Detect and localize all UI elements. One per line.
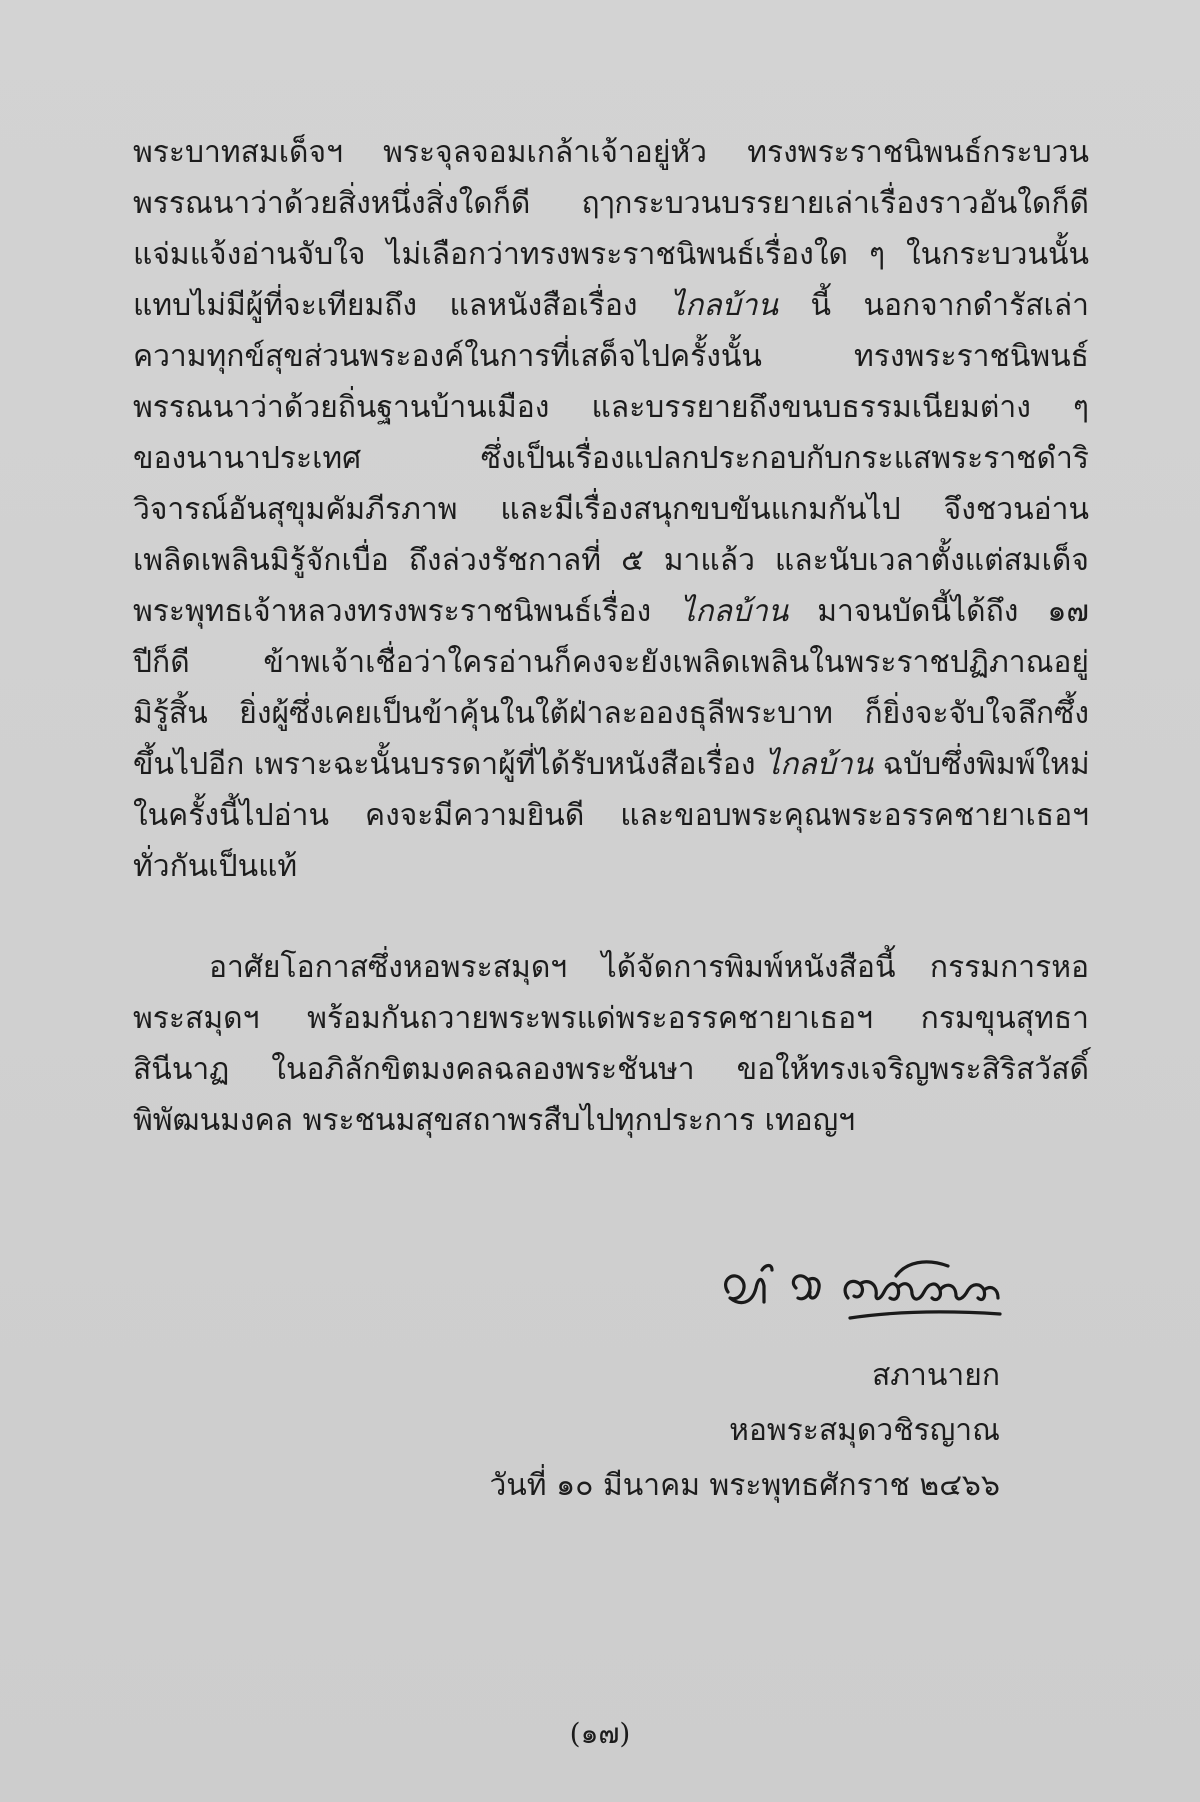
book-title: ไกลบ้าน [680,594,789,629]
book-title: ไกลบ้าน [670,288,779,323]
text-line: มิรู้สิ้น ยิ่งผู้ซึ่งเคยเป็นข้าคุ้นในใต้ฝ่าละอองธุลีพระบาท ก็ยิ่งจะจับใจลึกซึ้ง [133,696,1089,731]
paragraph-2 [133,942,1089,1146]
text-line: อาศัยโอกาสซึ่งหอพระสมุดฯ ได้จัดการพิมพ์หนังสือนี้ กรรมการหอ [209,950,1089,985]
text-line: พิพัฒนมงคล พระชนมสุขสถาพรสืบไปทุกประการ เทอญฯ [133,1103,856,1138]
text-line: เพลิดเพลินมิรู้จักเบื่อ ถึงล่วงรัชกาลที่ ๕ มาแล้ว และนับเวลาตั้งแต่สมเด็จ [133,543,1089,578]
signer-position: สภานายก [871,1358,1000,1393]
signoff-block [489,1348,1000,1513]
text-line: ความทุกข์สุขส่วนพระองค์ในการที่เสด็จไปครั้งนั้น ทรงพระราชนิพนธ์ [133,339,1089,374]
text-line: ปีก็ดี ข้าพเจ้าเชื่อว่าใครอ่านก็คงจะยังเพลิดเพลินในพระราชปฏิภาณอยู่ [133,645,1089,680]
page-number: (๑๗) [569,1717,631,1750]
text-line: ของนานาประเทศ ซึ่งเป็นเรื่องแปลกประกอบกับกระแสพระราชดำริ [133,441,1089,476]
text-line: พรรณนาว่าด้วยสิ่งหนึ่งสิ่งใดก็ดี ฤๅกระบวนบรรยายเล่าเรื่องราวอันใดก็ดี [133,186,1089,221]
signer-organization: หอพระสมุดวชิรญาณ [729,1413,1000,1448]
text-line: แทบไม่มีผู้ที่จะเทียมถึง แลหนังสือเรื่อง ไกลบ้าน นี้ นอกจากดำรัสเล่า [133,288,1090,323]
text-line: ทั่วกันเป็นแท้ [133,849,298,884]
text-line: พระพุทธเจ้าหลวงทรงพระราชนิพนธ์เรื่อง ไกลบ้าน มาจนบัดนี้ได้ถึง ๑๗ [133,594,1089,629]
text-line: สินีนาฏ ในอภิลักขิตมงคลฉลองพระชันษา ขอให้ทรงเจริญพระสิริสวัสดิ์ [133,1052,1089,1087]
handwritten-signature [700,1240,1040,1340]
text-line: ขึ้นไปอีก เพราะฉะนั้นบรรดาผู้ที่ได้รับหนังสือเรื่อง ไกลบ้าน ฉบับซึ่งพิมพ์ใหม่ [133,747,1090,782]
text-line: พระบาทสมเด็จฯ พระจุลจอมเกล้าเจ้าอยู่หัว ทรงพระราชนิพนธ์กระบวน [133,135,1089,170]
book-title: ไกลบ้าน [765,747,874,782]
text-line: วิจารณ์อันสุขุมคัมภีรภาพ และมีเรื่องสนุกขบขันแกมกันไป จึงชวนอ่าน [133,492,1089,527]
signoff-date: วันที่ ๑๐ มีนาคม พระพุทธศักราช ๒๔๖๖ [489,1468,1000,1503]
paragraph-1 [133,127,1089,892]
text-line: ในครั้งนี้ไปอ่าน คงจะมีความยินดี และขอบพระคุณพระอรรคชายาเธอฯ [133,798,1089,833]
text-line: แจ่มแจ้งอ่านจับใจ ไม่เลือกว่าทรงพระราชนิพนธ์เรื่องใด ๆ ในกระบวนนั้น [133,237,1089,272]
text-line: พระสมุดฯ พร้อมกันถวายพระพรแด่พระอรรคชายาเธอฯ กรมขุนสุทธา [133,1001,1089,1036]
text-line: พรรณนาว่าด้วยถิ่นฐานบ้านเมือง และบรรยายถึงขนบธรรมเนียมต่าง ๆ [133,390,1089,425]
